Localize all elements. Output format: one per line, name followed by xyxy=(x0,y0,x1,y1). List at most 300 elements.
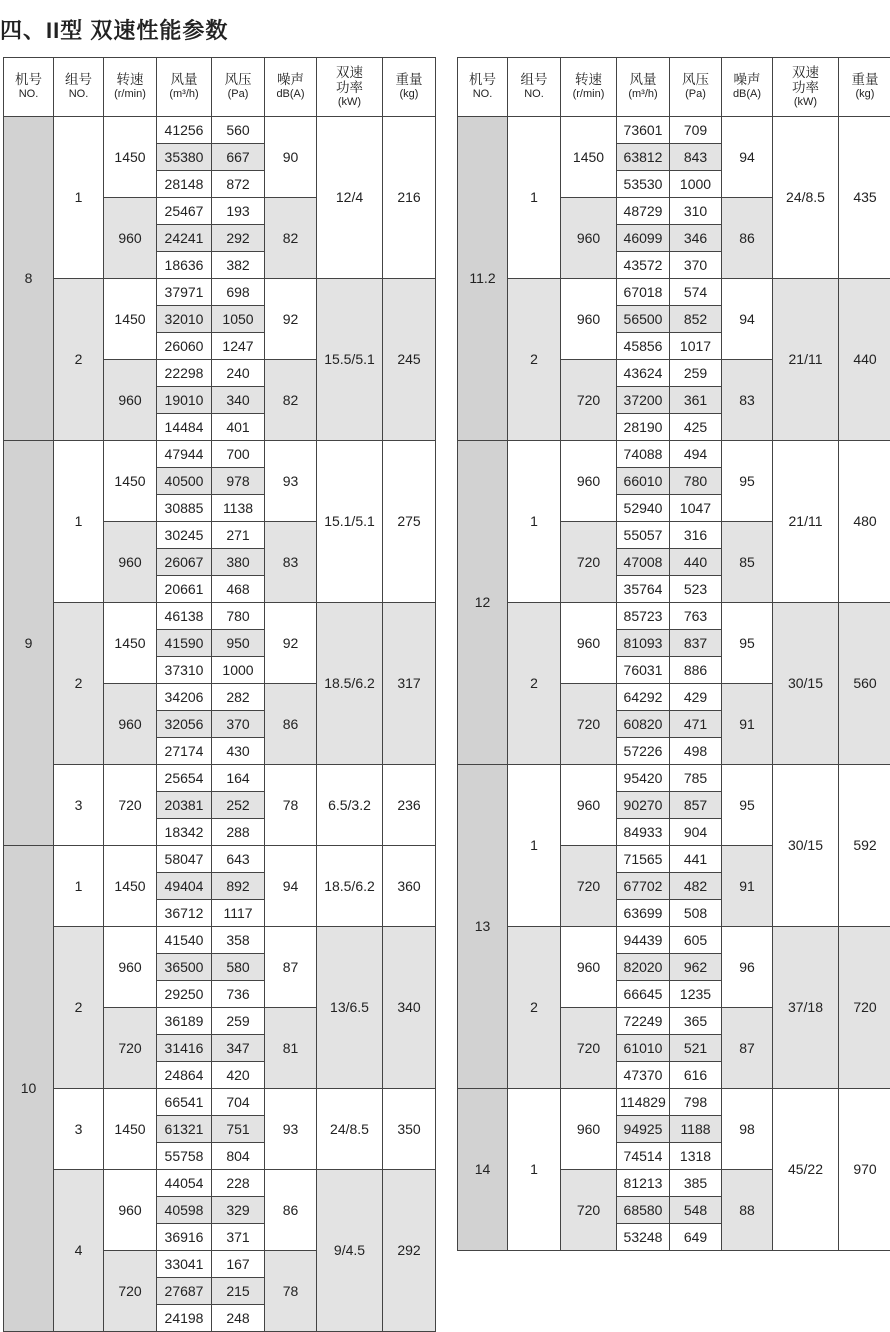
column-header xyxy=(839,58,890,117)
group-no-cell: 2 xyxy=(508,927,561,1089)
weight-cell: 350 xyxy=(383,1089,436,1170)
pressure-cell: 380 xyxy=(212,549,265,576)
column-header-unit: NO. xyxy=(4,87,53,102)
left-table-panel xyxy=(3,57,436,1332)
weight-cell: 275 xyxy=(383,441,436,603)
speed-cell: 960 xyxy=(104,1170,157,1251)
group-no-cell: 3 xyxy=(54,765,104,846)
weight-cell: 317 xyxy=(383,603,436,765)
pressure-cell: 361 xyxy=(670,387,722,414)
table-row xyxy=(4,1089,436,1116)
column-header-unit: (m³/h) xyxy=(157,87,211,102)
airflow-cell: 25467 xyxy=(157,198,212,225)
airflow-cell: 36189 xyxy=(157,1008,212,1035)
airflow-cell: 61321 xyxy=(157,1116,212,1143)
airflow-cell: 47370 xyxy=(617,1062,670,1089)
airflow-cell: 18342 xyxy=(157,819,212,846)
column-header xyxy=(4,58,54,117)
airflow-cell: 81093 xyxy=(617,630,670,657)
airflow-cell: 90270 xyxy=(617,792,670,819)
speed-cell: 1450 xyxy=(561,117,617,198)
airflow-cell: 63812 xyxy=(617,144,670,171)
pressure-cell: 292 xyxy=(212,225,265,252)
airflow-cell: 25654 xyxy=(157,765,212,792)
noise-cell: 95 xyxy=(722,603,773,684)
pressure-cell: 649 xyxy=(670,1224,722,1251)
pressure-cell: 704 xyxy=(212,1089,265,1116)
airflow-cell: 26060 xyxy=(157,333,212,360)
noise-cell: 94 xyxy=(265,846,317,927)
airflow-cell: 22298 xyxy=(157,360,212,387)
column-header-cn: 机号 xyxy=(4,72,53,87)
page-title: 四、II型 双速性能参数 xyxy=(0,14,228,44)
airflow-cell: 68580 xyxy=(617,1197,670,1224)
airflow-cell: 95420 xyxy=(617,765,670,792)
machine-no-cell: 13 xyxy=(458,765,508,1089)
pressure-cell: 471 xyxy=(670,711,722,738)
speed-cell: 960 xyxy=(104,522,157,603)
speed-cell: 720 xyxy=(561,846,617,927)
noise-cell: 78 xyxy=(265,1251,317,1332)
column-header-unit: (kg) xyxy=(383,87,435,102)
power-cell: 30/15 xyxy=(773,765,839,927)
pressure-cell: 709 xyxy=(670,117,722,144)
speed-cell: 960 xyxy=(561,603,617,684)
airflow-cell: 36916 xyxy=(157,1224,212,1251)
pressure-cell: 751 xyxy=(212,1116,265,1143)
airflow-cell: 41256 xyxy=(157,117,212,144)
table-row xyxy=(458,765,890,792)
airflow-cell: 58047 xyxy=(157,846,212,873)
table-row xyxy=(4,117,436,144)
airflow-cell: 63699 xyxy=(617,900,670,927)
column-header-cn: 组号 xyxy=(508,72,560,87)
airflow-cell: 45856 xyxy=(617,333,670,360)
airflow-cell: 61010 xyxy=(617,1035,670,1062)
column-header xyxy=(212,58,265,117)
pressure-cell: 904 xyxy=(670,819,722,846)
noise-cell: 92 xyxy=(265,279,317,360)
pressure-cell: 430 xyxy=(212,738,265,765)
weight-cell: 592 xyxy=(839,765,890,927)
column-header-unit: (Pa) xyxy=(212,87,264,102)
pressure-cell: 420 xyxy=(212,1062,265,1089)
pressure-cell: 843 xyxy=(670,144,722,171)
pressure-cell: 643 xyxy=(212,846,265,873)
speed-cell: 960 xyxy=(104,927,157,1008)
table-row xyxy=(4,846,436,873)
noise-cell: 95 xyxy=(722,765,773,846)
noise-cell: 83 xyxy=(265,522,317,603)
noise-cell: 95 xyxy=(722,441,773,522)
airflow-cell: 41590 xyxy=(157,630,212,657)
column-header xyxy=(317,58,383,117)
airflow-cell: 44054 xyxy=(157,1170,212,1197)
pressure-cell: 282 xyxy=(212,684,265,711)
noise-cell: 91 xyxy=(722,846,773,927)
group-no-cell: 1 xyxy=(508,1089,561,1251)
pressure-cell: 358 xyxy=(212,927,265,954)
pressure-cell: 215 xyxy=(212,1278,265,1305)
table-row xyxy=(4,603,436,630)
speed-cell: 720 xyxy=(561,522,617,603)
power-cell: 18.5/6.2 xyxy=(317,603,383,765)
noise-cell: 91 xyxy=(722,684,773,765)
column-header-unit: (r/min) xyxy=(104,87,156,102)
pressure-cell: 1047 xyxy=(670,495,722,522)
weight-cell: 970 xyxy=(839,1089,890,1251)
group-no-cell: 2 xyxy=(508,279,561,441)
airflow-cell: 36712 xyxy=(157,900,212,927)
column-header-cn: 重量 xyxy=(383,72,435,87)
column-header-unit: NO. xyxy=(508,87,560,102)
noise-cell: 85 xyxy=(722,522,773,603)
pressure-cell: 167 xyxy=(212,1251,265,1278)
pressure-cell: 259 xyxy=(212,1008,265,1035)
table-row xyxy=(4,1170,436,1197)
airflow-cell: 48729 xyxy=(617,198,670,225)
pressure-cell: 346 xyxy=(670,225,722,252)
pressure-cell: 365 xyxy=(670,1008,722,1035)
noise-cell: 86 xyxy=(722,198,773,279)
noise-cell: 90 xyxy=(265,117,317,198)
group-no-cell: 3 xyxy=(54,1089,104,1170)
right-table-panel xyxy=(457,57,890,1251)
group-no-cell: 2 xyxy=(54,603,104,765)
pressure-cell: 508 xyxy=(670,900,722,927)
column-header-unit: (r/min) xyxy=(561,87,616,102)
column-header xyxy=(722,58,773,117)
airflow-cell: 40598 xyxy=(157,1197,212,1224)
column-header xyxy=(458,58,508,117)
airflow-cell: 32056 xyxy=(157,711,212,738)
airflow-cell: 30245 xyxy=(157,522,212,549)
airflow-cell: 94925 xyxy=(617,1116,670,1143)
pressure-cell: 852 xyxy=(670,306,722,333)
airflow-cell: 27687 xyxy=(157,1278,212,1305)
column-header-cn: 双速 功率 xyxy=(317,65,382,95)
machine-no-cell: 10 xyxy=(4,846,54,1332)
noise-cell: 98 xyxy=(722,1089,773,1170)
group-no-cell: 2 xyxy=(508,603,561,765)
power-cell: 9/4.5 xyxy=(317,1170,383,1332)
table-row xyxy=(4,441,436,468)
speed-cell: 720 xyxy=(104,1251,157,1332)
column-header-unit: (m³/h) xyxy=(617,87,669,102)
airflow-cell: 20661 xyxy=(157,576,212,603)
weight-cell: 245 xyxy=(383,279,436,441)
table-row xyxy=(458,927,890,954)
pressure-cell: 1247 xyxy=(212,333,265,360)
noise-cell: 87 xyxy=(722,1008,773,1089)
group-no-cell: 1 xyxy=(54,117,104,279)
pressure-cell: 1188 xyxy=(670,1116,722,1143)
airflow-cell: 29250 xyxy=(157,981,212,1008)
pressure-cell: 440 xyxy=(670,549,722,576)
airflow-cell: 46138 xyxy=(157,603,212,630)
pressure-cell: 667 xyxy=(212,144,265,171)
column-header xyxy=(670,58,722,117)
noise-cell: 86 xyxy=(265,684,317,765)
airflow-cell: 53530 xyxy=(617,171,670,198)
pressure-cell: 1000 xyxy=(212,657,265,684)
power-cell: 21/11 xyxy=(773,441,839,603)
airflow-cell: 82020 xyxy=(617,954,670,981)
power-cell: 24/8.5 xyxy=(773,117,839,279)
weight-cell: 560 xyxy=(839,603,890,765)
speed-cell: 720 xyxy=(561,1170,617,1251)
performance-table-left xyxy=(3,57,436,1332)
pressure-cell: 780 xyxy=(212,603,265,630)
airflow-cell: 34206 xyxy=(157,684,212,711)
airflow-cell: 66645 xyxy=(617,981,670,1008)
pressure-cell: 616 xyxy=(670,1062,722,1089)
weight-cell: 720 xyxy=(839,927,890,1089)
column-header-cn: 风压 xyxy=(670,72,721,87)
speed-cell: 720 xyxy=(104,1008,157,1089)
column-header-unit: (kg) xyxy=(839,87,890,102)
noise-cell: 96 xyxy=(722,927,773,1008)
pressure-cell: 498 xyxy=(670,738,722,765)
column-header-unit: dB(A) xyxy=(722,87,772,102)
header-row xyxy=(458,58,890,117)
airflow-cell: 60820 xyxy=(617,711,670,738)
pressure-cell: 370 xyxy=(670,252,722,279)
header-row xyxy=(4,58,436,117)
speed-cell: 960 xyxy=(561,279,617,360)
airflow-cell: 66010 xyxy=(617,468,670,495)
noise-cell: 94 xyxy=(722,117,773,198)
table-header xyxy=(4,58,436,117)
airflow-cell: 71565 xyxy=(617,846,670,873)
pressure-cell: 248 xyxy=(212,1305,265,1332)
airflow-cell: 24864 xyxy=(157,1062,212,1089)
speed-cell: 1450 xyxy=(104,441,157,522)
airflow-cell: 84933 xyxy=(617,819,670,846)
pressure-cell: 371 xyxy=(212,1224,265,1251)
airflow-cell: 37200 xyxy=(617,387,670,414)
airflow-cell: 47944 xyxy=(157,441,212,468)
table-row xyxy=(458,603,890,630)
table-row xyxy=(458,117,890,144)
power-cell: 13/6.5 xyxy=(317,927,383,1089)
pressure-cell: 1000 xyxy=(670,171,722,198)
power-cell: 30/15 xyxy=(773,603,839,765)
airflow-cell: 40500 xyxy=(157,468,212,495)
column-header xyxy=(265,58,317,117)
power-cell: 15.5/5.1 xyxy=(317,279,383,441)
pressure-cell: 574 xyxy=(670,279,722,306)
airflow-cell: 26067 xyxy=(157,549,212,576)
noise-cell: 82 xyxy=(265,198,317,279)
column-header xyxy=(508,58,561,117)
pressure-cell: 1017 xyxy=(670,333,722,360)
column-header-cn: 重量 xyxy=(839,72,890,87)
pressure-cell: 494 xyxy=(670,441,722,468)
pressure-cell: 425 xyxy=(670,414,722,441)
pressure-cell: 228 xyxy=(212,1170,265,1197)
airflow-cell: 53248 xyxy=(617,1224,670,1251)
airflow-cell: 46099 xyxy=(617,225,670,252)
pressure-cell: 468 xyxy=(212,576,265,603)
group-no-cell: 1 xyxy=(508,765,561,927)
speed-cell: 1450 xyxy=(104,1089,157,1170)
column-header-cn: 噪声 xyxy=(722,72,772,87)
column-header-unit: (kW) xyxy=(773,95,838,110)
noise-cell: 82 xyxy=(265,360,317,441)
column-header xyxy=(773,58,839,117)
power-cell: 37/18 xyxy=(773,927,839,1089)
weight-cell: 435 xyxy=(839,117,890,279)
pressure-cell: 288 xyxy=(212,819,265,846)
column-header xyxy=(104,58,157,117)
table-row xyxy=(458,441,890,468)
pressure-cell: 1050 xyxy=(212,306,265,333)
column-header-cn: 转速 xyxy=(561,72,616,87)
table-body xyxy=(458,117,890,1251)
pressure-cell: 259 xyxy=(670,360,722,387)
airflow-cell: 55057 xyxy=(617,522,670,549)
airflow-cell: 67018 xyxy=(617,279,670,306)
machine-no-cell: 12 xyxy=(458,441,508,765)
machine-no-cell: 8 xyxy=(4,117,54,441)
column-header-cn: 风量 xyxy=(617,72,669,87)
pressure-cell: 560 xyxy=(212,117,265,144)
group-no-cell: 1 xyxy=(54,846,104,927)
pressure-cell: 962 xyxy=(670,954,722,981)
speed-cell: 720 xyxy=(561,1008,617,1089)
power-cell: 12/4 xyxy=(317,117,383,279)
pressure-cell: 1117 xyxy=(212,900,265,927)
airflow-cell: 27174 xyxy=(157,738,212,765)
pressure-cell: 164 xyxy=(212,765,265,792)
pressure-cell: 271 xyxy=(212,522,265,549)
table-body xyxy=(4,117,436,1332)
pressure-cell: 370 xyxy=(212,711,265,738)
speed-cell: 960 xyxy=(104,360,157,441)
pressure-cell: 978 xyxy=(212,468,265,495)
airflow-cell: 35764 xyxy=(617,576,670,603)
pressure-cell: 310 xyxy=(670,198,722,225)
airflow-cell: 35380 xyxy=(157,144,212,171)
power-cell: 15.1/5.1 xyxy=(317,441,383,603)
airflow-cell: 55758 xyxy=(157,1143,212,1170)
airflow-cell: 114829 xyxy=(617,1089,670,1116)
group-no-cell: 2 xyxy=(54,279,104,441)
pressure-cell: 240 xyxy=(212,360,265,387)
pressure-cell: 1235 xyxy=(670,981,722,1008)
column-header-cn: 转速 xyxy=(104,72,156,87)
pressure-cell: 785 xyxy=(670,765,722,792)
column-header xyxy=(617,58,670,117)
noise-cell: 83 xyxy=(722,360,773,441)
speed-cell: 960 xyxy=(104,198,157,279)
pressure-cell: 441 xyxy=(670,846,722,873)
group-no-cell: 4 xyxy=(54,1170,104,1332)
weight-cell: 236 xyxy=(383,765,436,846)
speed-cell: 960 xyxy=(561,441,617,522)
airflow-cell: 37310 xyxy=(157,657,212,684)
pressure-cell: 382 xyxy=(212,252,265,279)
airflow-cell: 41540 xyxy=(157,927,212,954)
column-header-cn: 风量 xyxy=(157,72,211,87)
airflow-cell: 32010 xyxy=(157,306,212,333)
speed-cell: 720 xyxy=(104,765,157,846)
airflow-cell: 52940 xyxy=(617,495,670,522)
airflow-cell: 24198 xyxy=(157,1305,212,1332)
airflow-cell: 85723 xyxy=(617,603,670,630)
noise-cell: 87 xyxy=(265,927,317,1008)
power-cell: 21/11 xyxy=(773,279,839,441)
power-cell: 24/8.5 xyxy=(317,1089,383,1170)
airflow-cell: 28148 xyxy=(157,171,212,198)
pressure-cell: 385 xyxy=(670,1170,722,1197)
weight-cell: 480 xyxy=(839,441,890,603)
airflow-cell: 30885 xyxy=(157,495,212,522)
column-header-cn: 机号 xyxy=(458,72,507,87)
airflow-cell: 56500 xyxy=(617,306,670,333)
weight-cell: 440 xyxy=(839,279,890,441)
pressure-cell: 780 xyxy=(670,468,722,495)
noise-cell: 88 xyxy=(722,1170,773,1251)
pressure-cell: 1138 xyxy=(212,495,265,522)
noise-cell: 86 xyxy=(265,1170,317,1251)
table-header xyxy=(458,58,890,117)
pressure-cell: 837 xyxy=(670,630,722,657)
pressure-cell: 798 xyxy=(670,1089,722,1116)
speed-cell: 960 xyxy=(104,684,157,765)
machine-no-cell: 11.2 xyxy=(458,117,508,441)
noise-cell: 81 xyxy=(265,1008,317,1089)
noise-cell: 92 xyxy=(265,603,317,684)
noise-cell: 93 xyxy=(265,1089,317,1170)
column-header-cn: 噪声 xyxy=(265,72,316,87)
speed-cell: 1450 xyxy=(104,603,157,684)
table-row xyxy=(4,765,436,792)
pressure-cell: 1318 xyxy=(670,1143,722,1170)
column-header xyxy=(383,58,436,117)
speed-cell: 1450 xyxy=(104,846,157,927)
airflow-cell: 43624 xyxy=(617,360,670,387)
column-header-unit: NO. xyxy=(458,87,507,102)
airflow-cell: 24241 xyxy=(157,225,212,252)
airflow-cell: 94439 xyxy=(617,927,670,954)
airflow-cell: 76031 xyxy=(617,657,670,684)
pressure-cell: 605 xyxy=(670,927,722,954)
airflow-cell: 73601 xyxy=(617,117,670,144)
pressure-cell: 401 xyxy=(212,414,265,441)
column-header-unit: (kW) xyxy=(317,95,382,110)
pressure-cell: 316 xyxy=(670,522,722,549)
airflow-cell: 36500 xyxy=(157,954,212,981)
pressure-cell: 736 xyxy=(212,981,265,1008)
column-header xyxy=(54,58,104,117)
pressure-cell: 482 xyxy=(670,873,722,900)
airflow-cell: 19010 xyxy=(157,387,212,414)
pressure-cell: 892 xyxy=(212,873,265,900)
column-header-unit: (Pa) xyxy=(670,87,721,102)
group-no-cell: 1 xyxy=(508,441,561,603)
pressure-cell: 700 xyxy=(212,441,265,468)
pressure-cell: 886 xyxy=(670,657,722,684)
speed-cell: 1450 xyxy=(104,279,157,360)
airflow-cell: 28190 xyxy=(617,414,670,441)
pressure-cell: 698 xyxy=(212,279,265,306)
speed-cell: 960 xyxy=(561,1089,617,1170)
airflow-cell: 43572 xyxy=(617,252,670,279)
column-header xyxy=(157,58,212,117)
weight-cell: 292 xyxy=(383,1170,436,1332)
